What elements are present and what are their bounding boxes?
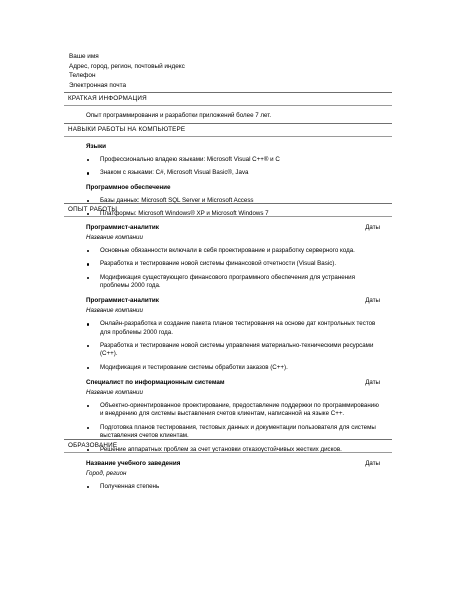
job-dates: Даты xyxy=(365,224,380,231)
education-entry xyxy=(64,460,392,491)
summary-body xyxy=(64,105,392,120)
school-location: Город, регион xyxy=(86,470,127,477)
job-dates: Даты xyxy=(365,297,380,305)
list-item: Решение аппаратных проблем за счет установки отказоустойчивых жестких дисков. xyxy=(100,446,392,454)
education-heading: ОБРАЗОВАНИЕ xyxy=(64,439,392,452)
job-title: Программист-аналитик xyxy=(86,297,159,305)
job-company: Название компании xyxy=(86,389,143,397)
list-item: Объектно-ориентированное проектирование, предоставление поддержки по программированию и внедрению для системы выставления счетов клиентам, написанной на языке C++. xyxy=(100,402,392,419)
experience-body xyxy=(64,216,392,454)
summary-text: Опыт программирования и разработки приложений более 7 лет. xyxy=(86,112,272,119)
languages-list xyxy=(64,156,392,178)
list-item: Онлайн-разработка и создание пакета планов тестирования на основе дат контрольных тестов для проблемы 2000 года. xyxy=(100,320,392,337)
job-company: Название компании xyxy=(86,307,143,315)
contact-name: Ваше имя xyxy=(69,53,99,60)
contact-address: Адрес, город, регион, почтовый индекс xyxy=(69,62,185,70)
school-name: Название учебного заведения xyxy=(86,460,181,467)
job-entry xyxy=(64,224,392,290)
education-body xyxy=(64,452,392,491)
summary-section xyxy=(64,92,392,120)
job-entry xyxy=(64,297,392,372)
list-item: Разработка и тестирование новой системы финансовой отчетности (Visual Basic). xyxy=(100,260,392,268)
job-company: Название компании xyxy=(86,234,143,241)
list-item: Знаком с языками: C#, Microsoft Visual Basic®, Java xyxy=(100,169,392,177)
experience-section xyxy=(64,203,392,454)
list-item: Профессионально владею языками: Microsoft Visual C++® и C xyxy=(100,156,392,164)
education-dates: Даты xyxy=(365,460,380,467)
list-item: Разработка и тестирование новой системы управления материально-техническими ресурсами (C++). xyxy=(100,342,392,359)
education-section xyxy=(64,439,392,491)
languages-title: Языки xyxy=(86,143,107,150)
list-item: Модификация и тестирование системы обработки заказов (C++). xyxy=(100,364,392,372)
contact-block xyxy=(69,52,185,90)
list-item: Платформы: Microsoft Windows® XP и Microsoft Windows 7 xyxy=(100,210,392,218)
job-title: Программист-аналитик xyxy=(86,224,159,231)
summary-heading: КРАТКАЯ ИНФОРМАЦИЯ xyxy=(64,92,392,105)
contact-email: Электронная почта xyxy=(69,81,127,89)
job-dates: Даты xyxy=(365,379,380,387)
list-item: Полученная степень xyxy=(100,483,392,491)
skills-heading: НАВЫКИ РАБОТЫ НА КОМПЬЮТЕРЕ xyxy=(64,123,392,136)
job-bullets xyxy=(64,247,392,291)
list-item: Модификация существующего финансового программного обеспечения для устранения проблемы 2000 года. xyxy=(100,274,392,291)
contact-phone: Телефон xyxy=(69,72,96,80)
software-title: Программное обеспечение xyxy=(86,183,171,191)
job-title: Специалист по информационным системам xyxy=(86,379,225,387)
job-bullets xyxy=(64,320,392,372)
experience-heading: ОПЫТ РАБОТЫ xyxy=(64,203,392,216)
list-item: Основные обязанности включали в себя проектирование и разработку серверного кода. xyxy=(100,247,392,255)
list-item: Подготовка планов тестирования, тестовых данных и документации пользователя для системы выставления счетов клиентам. xyxy=(100,424,392,441)
education-bullets xyxy=(64,483,392,491)
list-item: Базы данных: Microsoft SQL Server и Microsoft Access xyxy=(100,197,392,205)
